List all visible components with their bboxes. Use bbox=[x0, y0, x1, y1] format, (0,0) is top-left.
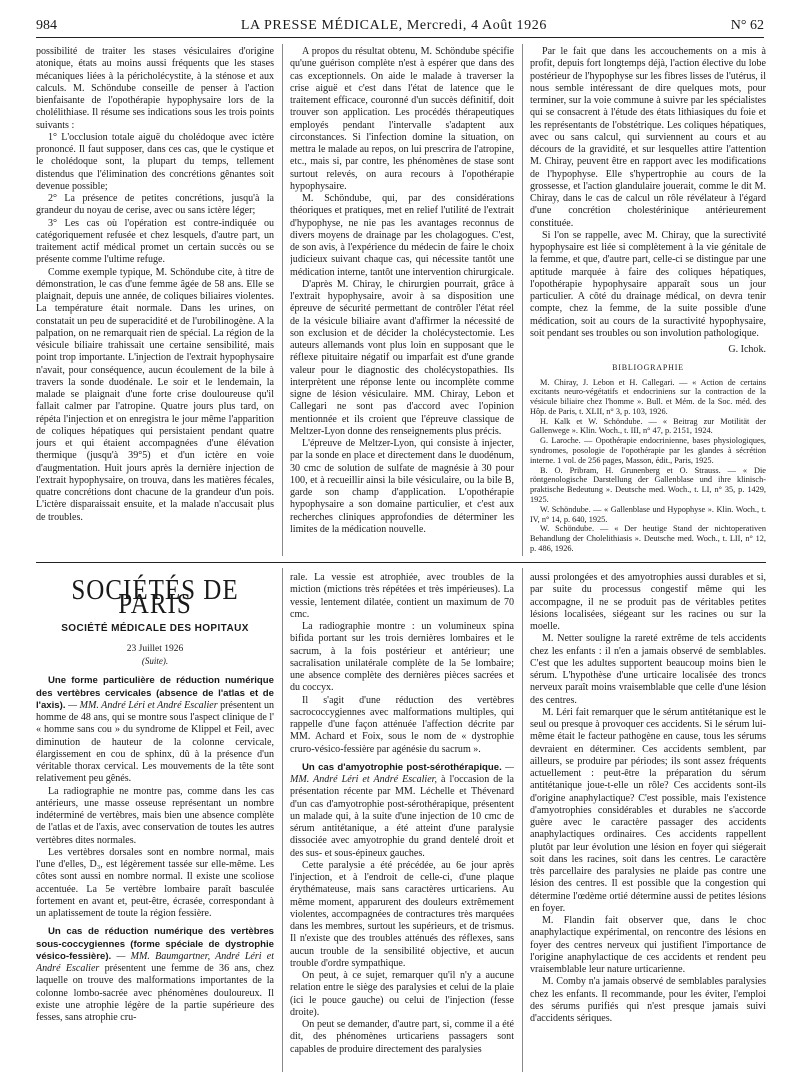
issue-number: N° 62 bbox=[730, 18, 764, 33]
paragraph: 2° La présence de petites concrétions, jusqu'à la grandeur du noyau de cerise, avec ou sans ictère léger; bbox=[36, 193, 274, 217]
bibliography-entry: H. Kalk et W. Schöndube. — « Beitrag zur Motilität der Gallenwege ». Klin. Woch., t. III, n° 47, p. 2151, 1924. bbox=[530, 416, 766, 436]
article-authors: — MM. Baumgartner, André Léri et André Escalier bbox=[36, 950, 274, 974]
paragraph: 3° Les cas où l'opération est contre-indiquée ou catégoriquement refusée et chez lesquels, d'autre part, un traitement actif médical promet un certain succès ou se présente comme l'ultime refuge. bbox=[36, 217, 274, 266]
article-column-2 bbox=[290, 46, 514, 556]
article-authors: — MM. André Léri et André Escalier bbox=[68, 699, 221, 711]
continuation-note: (Suite). bbox=[141, 656, 169, 666]
bibliography-entry: W. Schöndube. — « Gallenblase und Hypophyse ». Klin. Woch., t. IV, n° 14, p. 640, 1925. bbox=[530, 504, 766, 524]
paragraph: présentent une femme de 36 ans, chez laquelle on trouve des malformations importantes de la colonne lombo-sacrée avec phénomènes douloureux. Il existe une atrophie légère de la partie supérieure des fesses, sans atrophie cru- bbox=[36, 963, 274, 1023]
article-authors: — MM. André Léri et André Escalier, bbox=[290, 761, 514, 785]
article-title: Un cas de réduction numérique des vertèbres sous-coccygiennes (forme spéciale de dystrophie vésico-fessière). bbox=[36, 926, 274, 962]
page-header bbox=[36, 18, 764, 38]
bibliography-entry: G. Laroche. — Opothérapie endocrinienne, bases physiologiques, syndromes, posologie de l'opothérapie par les glandes à sécrétion interne. 1 vol. de 256 pages, Masson, édit., Paris, 1925. bbox=[530, 436, 766, 465]
paragraph: Comme exemple typique, M. Schöndube cite, à titre de démonstration, le cas d'une femme âgée de 58 ans. Elle se plaignait, depuis une année, de coliques biliaires violentes. La température était normale. Dans les urines, on constatait un peu de superacidité et de l'urobilinogène. A la palpation, on ne remarquait rien de spécial. La région de la vésicule biliaire trahissait une certaine sensibilité, mais point trop importante. L'injection de l'extrait hypophysaire n'avait, pour conséquence, aucun écoulement de la bile à travers la sonde duodénale. Le soir et le lendemain, la malade se plaignait d'une forte crise douloureuse qu'il fallait calmer par l'atropine. Quatre jours plus tard, on répéta l'injection et on enregistra le jour même l'apparition de coliques hépatiques qui persistaient pendant quatre jours et qui étaient accompagnées d'une élévation thermique (jusqu'à 39°5) et d'un ictère en voie d'augmentation. Huit jours après la dernière injection de l'extrait hypophysaire, on trouva, dans les matières fécales, quatre concrétions dont chacune de la grandeur d'un pois. L'ictère disparaissait ensuite, et la malade n'accusait plus de troubles. bbox=[36, 266, 274, 523]
paragraph: M. Schöndube, qui, par des considérations théoriques et pratiques, met en relief l'utilité de l'extrait d'hypophyse, ne nie pas les avantages reconnus de divers moyens de drainage par les cholagogues. C'est, de son avis, à l'expérience du médecin de faire le choix judicieux suivant chaque cas, qui nécessite tantôt une médication interne, tantôt une intervention chirurgicale. bbox=[290, 193, 514, 278]
paragraph: à l'occasion de la présentation récente par MM. Léchelle et Thévenard d'un cas d'amyotrophie post-sérothérapique, présentent un malade qui, à la suite d'une injection de 10 cmc de sérum antitétanique, a été atteint d'une paralysie dissociée avec amyotrophie du grand dentelé droit et des sus- et sous-épineux gauches. bbox=[290, 774, 514, 859]
journal-title: LA PRESSE MÉDICALE, Mercredi, 4 Août 1926 bbox=[240, 18, 547, 33]
bibliography-entry: M. Chiray, J. Lebon et H. Callegari. — « Action de certains excitants neuro-végétatifs et endocriniens sur la contraction de la vésicule biliaire chez l'homme ». Bull. et Mém. de la Soc. méd. des Hôp. de Paris, t. XLII, n° 3, p. 103, 1926. bbox=[530, 377, 766, 416]
article-title: Un cas d'amyotrophie post-sérothérapique. bbox=[302, 761, 506, 773]
article-column-1 bbox=[36, 46, 274, 556]
page-number: 984 bbox=[36, 18, 57, 33]
section-divider bbox=[36, 562, 766, 563]
paragraph: L'épreuve de Meltzer-Lyon, qui consiste à injecter, par la sonde en place et directement dans le duodénum, 30 cmc de solution de sulfate de magnésie à 30 pour 100, et à recueillir ainsi la bile vésiculaire, ou la bile B, garde son champ d'application. L'opothérapie hypophysaire a son domaine particulier, et c'est aux recherches cliniques approfondies de déterminer les limites de la médication nouvelle. bbox=[290, 438, 514, 535]
paragraph: La radiographie ne montre pas, comme dans les cas antérieurs, une masse osseuse représentant un nombre indéterminé de vertèbres, mais bien une absence complète de l'atlas et de l'axis, avec conservation de toutes les autres vertèbres dites normales. bbox=[36, 785, 274, 846]
paragraph: On peut se demander, d'autre part, si, comme il a été dit, des phénomènes urticariens passagers sont capables de produire directement des paralysies bbox=[290, 1019, 514, 1055]
paragraph: Si l'on se rappelle, avec M. Chiray, que la surectivité hypophysaire est liée si complètement à la vie génitale de la femme, et que, d'autre part, celle-ci se distingue par une aptitude marquée à faire des coliques hépatiques, l'opothérapie hypophysaire apparaît sous un jour particulier. A côté du drainage médical, on devra tenir compte, chez la femme, de la suite possible d'une médication, soit au cours de la suractivité hypophysaire, soit pendant ses troubles ou son involution pathologique. bbox=[530, 229, 766, 339]
paragraph: La radiographie montre : un volumineux spina bifida portant sur les trois dernières lombaires et le sacrum, à la fois postérieur et antérieur; une sacralisation unilatérale complète de la 5e lombaire; une absence complète des dernières pièces sacrées et du coccyx. bbox=[290, 621, 514, 694]
society-name: SOCIÉTÉ MÉDICALE DES HOPITAUX bbox=[61, 622, 249, 634]
societies-column-1 bbox=[36, 572, 274, 1072]
paragraph: M. Netter souligne la rareté extrême de tels accidents chez les enfants : il n'en a jamais observé de semblables. C'est que les adultes supportent beaucoup moins bien le sérum. L'hypothèse d'une urticaire localisée des troncs nerveux paraît moins vraisemblable que celle d'une lésion des centres. bbox=[530, 633, 766, 706]
paragraph: Cette paralysie a été précédée, au 6e jour après l'injection, et à l'endroit de celle-ci, d'une plaque érythémateuse, mais sans caractères urticariens. Au même moment, apparurent des douleurs extrêmement violentes, accompagnées de contractures très marquées dans les membres, surtout les supérieurs, et de trismus. Il n'existe que des troubles atténués des réflexes, sans aucun trouble de la sensibilité objective, et aucun trouble d'ordre sympathique. bbox=[290, 859, 514, 969]
paragraph: 1° L'occlusion totale aiguë du cholédoque avec ictère prononcé. Il faut supposer, dans ces cas, que le cystique et le cholédoque sont, la plupart du temps, tellement distendus que l'élimination des concrétions gênantes soit devenue possible; bbox=[36, 131, 274, 192]
paragraph: M. Flandin fait observer que, dans le choc anaphylactique expérimental, on rencontre des lésions en foyer des centres nerveux qui justifient l'importance de l'origine anaphylactique de ces accidents et rendent peu vraisemblable leur nature urticarienne. bbox=[530, 915, 766, 975]
author-signature: G. Ichok. bbox=[728, 344, 766, 355]
session-date: 23 Juillet 1926 bbox=[126, 643, 184, 654]
bibliography-entry: W. Schöndube. — « Der heutige Stand der nichtoperativen Behandlung der Cholelithiasis ». Deutsche med. Woch., t. LII, n° 12, p. 486, 1926. bbox=[530, 524, 766, 554]
article-column-3 bbox=[530, 46, 766, 556]
paragraph: possibilité de traiter les stases vésiculaires d'origine atonique, états au moins aussi fréquents que les stases mécaniques liées à la péricholécystite, à la sténose et aux calculs. M. Schöndube conseille de penser à l'action bienfaisante de l'opothérapie hypophysaire lors de la cholélithiase. Il résume ses indications sous les trois points suivants : bbox=[36, 46, 274, 131]
column-divider bbox=[522, 568, 523, 1072]
societies-column-3 bbox=[530, 572, 766, 1072]
paragraph: aussi prolongées et des amyotrophies aussi durables et si, par suite du processus congestif même qui les accompagne, il ne se produit pas de véritables petites lésions localisées, siégeant sur les racines ou sur la moelle. bbox=[530, 572, 766, 632]
paragraph: M. Comby n'a jamais observé de semblables paralysies chez les enfants. Il recommande, pour les éviter, l'emploi des sérums purifiés qui n'est presque jamais suivi d'accidents sériques. bbox=[530, 976, 766, 1024]
paragraph: rale. La vessie est atrophiée, avec troubles de la miction (mictions très répétées et très impérieuses). La vessie, lentement dilatée, contient un maximum de 70 cmc. bbox=[290, 572, 514, 620]
paragraph: On peut, à ce sujet, remarquer qu'il n'y a aucune relation entre le siège des paralysies et celui de la plaie (ici le pouce gauche) ou celui de l'injection (fesse droite). bbox=[290, 970, 514, 1018]
section-title: SOCIÉTÉS DE PARIS bbox=[71, 574, 239, 621]
article-title: Une forme particulière de réduction numérique des vertèbres cervicales (absence de l'atlas et de l'axis). bbox=[36, 675, 274, 711]
column-divider bbox=[522, 44, 523, 556]
paragraph: Il s'agit d'une réduction des vertèbres sacrococcygiennes avec malformations multiples, qui rappelle d'une façon atténuée l'affection décrite par MM. Achard et Foix, sous le nom de « dystrophie cruro-vésico-fessière par agénésie du sacrum ». bbox=[290, 694, 514, 755]
paragraph: M. Léri fait remarquer que le sérum antitétanique est le seul ou presque à provoquer ces accidents. Si le sérum lui-même était le facteur pathogène en cause, tous les sérums devraient en déterminer. Ces accidents semblent, par ailleurs, se produire par périodes; ils sont assez fréquents actuellement : peut-être la préparation du sérum antitétanique joue-t-elle un rôle? Ces accidents sont-ils d'origine anaphylactique? C'est possible, mais l'existence d'amyotrophies considérables et durables ne s'accorde guère avec le caractère passager des accidents anaphylactiques ordinaires. Ces accidents rappellent plutôt par leur évolution une lésion en foyer qui siégerait soit dans les racines, soit dans les centres. Le caractère très parcellaire des paralysies ne plaide pas contre une lésion des centres. Il est possible que la congestion qui détermine l'œdème ortié détermine aussi de petites lésions en foyer. bbox=[530, 706, 766, 914]
paragraph: présentent un homme de 48 ans, qui se montre sous l'aspect clinique de l' « homme sans cou » du syndrome de Klippel et Feil, avec diminution de hauteur de la colonne cervicale, élargissement en cou de sphinx, dû à la présence d'un véritable thorax cervical. Les mouvements de la tête sont relativement peu gênés. bbox=[36, 699, 274, 785]
column-divider bbox=[282, 44, 283, 556]
bibliography-entry: B. O. Pribram, H. Grunenberg et O. Strauss. — « Die röntgenologische Darstellung der Gallenblase und ihre klinisch-praktische Bedeutung ». Deutsche med. Woch., t. LI, n° 35, p. 1429, 1925. bbox=[530, 465, 766, 505]
paragraph: Les vertèbres dorsales sont en nombre normal, mais l'une d'elles, D₃, est légèrement tassée sur elle-même. Les côtes sont aussi en nombre normal. Il existe une scoliose accentuée. La 5e vertèbre lombaire paraît basculée fortement en avant et, peut-être, écrasée, correspondant à un aplatissement de toute la région fessière. bbox=[36, 846, 274, 919]
paragraph: D'après M. Chiray, le chirurgien pourrait, grâce à l'extrait hypophysaire, avoir à sa disposition une épreuve de sécurité permettant de contrôler l'état réel de la vésicule biliaire avant d'affirmer la nécessité de son exclusion et de décider la cholécystectomie. Les auteurs allemands vont plus loin en supposant que le réflexe pituitaire négatif ou imparfait est d'une grande valeur pour le diagnostic des cholécystopathies. Ils interprètent une réponse lente ou incomplète comme signe de lésion vésiculaire. MM. Chiray, Lebon et Callegari ne sont pas d'accord avec l'opinion mentionnée et ils croient que l'épreuve classique de Meltzer-Lyon donne des renseignements plus précis. bbox=[290, 278, 514, 437]
bibliography-heading: BIBLIOGRAPHIE bbox=[612, 363, 684, 373]
column-divider bbox=[282, 568, 283, 1072]
paragraph: Par le fait que dans les accouchements on a mis à profit, depuis fort longtemps déjà, l'action élective du lobe postérieur de l'hypophyse sur les fibres lisses de l'utérus, il nous semble intéressant de dire quelques mots, pour terminer, sur la voie commune à suivre par les spécialistes qui se consacrent à l'étude des états lithiasiques du foie et les représentants de l'obstétrique. Les coliques hépatiques, avec ou sans calcul, qui surviennent au cours et au décours de la gravidité, et sur lesquelles attire l'attention M. Chiray, peuvent être en rapport avec les modifications de l'hypophyse. Elle s'hypertrophie au cours de la grossesse, et l'action glandulaire jouerait, comme le dit M. Chiray, dans le cas de calcul un rôle révélateur à l'égard d'une concrétion cholestérinique antérieurement constituée. bbox=[530, 46, 766, 229]
paragraph: A propos du résultat obtenu, M. Schöndube spécifie qu'une guérison complète n'est à espérer que dans des cas exceptionnels. On aide le malade à traverser la crise aiguë et c'est dans l'état de latence que le traitement efficace, couronné d'un succès définitif, doit trouver son application. Les procédés thérapeutiques employés pendant l'intervalle s'adaptent aux circonstances. Si l'infection domine la situation, on mettra le malade au repos, on lui prescrira de l'atropine, etc., mais si, par contre, les phénomènes de stase sont surtout relevés, on aura recours à l'opothérapie hypophysaire. bbox=[290, 46, 514, 192]
societies-column-2 bbox=[290, 572, 514, 1072]
